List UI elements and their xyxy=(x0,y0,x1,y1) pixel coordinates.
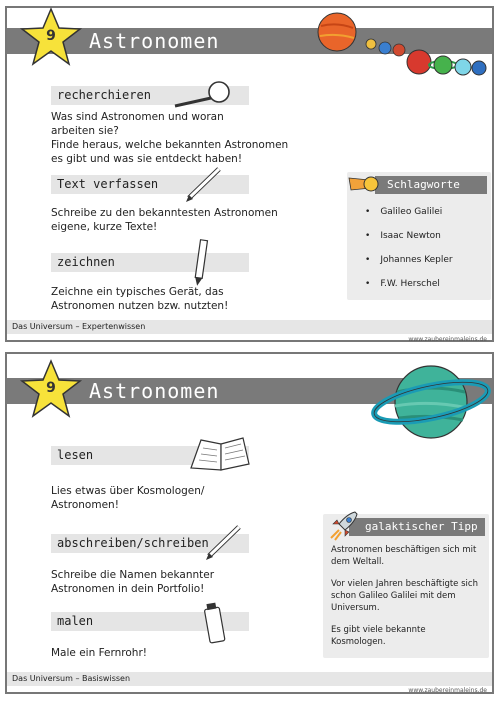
paint-tube-icon xyxy=(203,602,227,646)
tip-paragraph: Es gibt viele bekannte Kosmologen. xyxy=(331,625,426,647)
keywords-list xyxy=(365,200,453,296)
task-card-expert xyxy=(5,6,494,342)
task-text-lesen: Lies etwas über Kosmologen/ Astronomen! xyxy=(51,485,205,511)
task-label-abschreiben-schreiben: abschreiben/schreiben xyxy=(51,534,249,553)
card-title: Astronomen xyxy=(89,29,220,53)
star-badge xyxy=(19,6,83,68)
task-text-abschreiben-schreiben: Schreibe die Namen bekannter Astronomen in dein Portfolio! xyxy=(51,569,215,595)
card-title: Astronomen xyxy=(89,379,220,403)
task-card-basic xyxy=(5,352,494,694)
task-text-recherchieren: Was sind Astronomen und woran arbeiten sie? Finde heraus, welche bekannten Astronomen es gibt und was sie entdeckt haben! xyxy=(51,111,289,165)
book-icon xyxy=(187,434,253,472)
keyword-item: • Isaac Newton xyxy=(365,224,453,248)
keywords-title: Schlagworte xyxy=(375,176,487,194)
star-badge xyxy=(19,358,83,420)
comet-icon xyxy=(345,170,381,198)
tip-paragraph: Astronomen beschäftigen sich mit dem Weltall. xyxy=(331,545,477,567)
task-label-lesen: lesen xyxy=(51,446,249,465)
tip-paragraph: Vor vielen Jahren beschäftigte sich schon Galileo Galilei mit dem Universum. xyxy=(331,579,478,613)
card-footer: Das Universum – Expertenwissen xyxy=(7,320,492,334)
keyword-item: • F.W. Herschel xyxy=(365,272,453,296)
keyword-item: • Galileo Galilei xyxy=(365,200,453,224)
task-text-text-verfassen: Schreibe zu den bekanntesten Astronomen eigene, kurze Texte! xyxy=(51,207,278,233)
task-label-malen: malen xyxy=(51,612,249,631)
task-text-malen: Male ein Fernrohr! xyxy=(51,647,147,659)
magnifier-icon xyxy=(171,80,233,110)
task-label-recherchieren: recherchieren xyxy=(51,86,249,105)
task-label-zeichnen: zeichnen xyxy=(51,253,249,272)
keywords-box xyxy=(347,172,491,300)
task-text-zeichnen: Zeichne ein typisches Gerät, das Astronomen nutzen bzw. nutzten! xyxy=(51,286,229,312)
task-label-text-verfassen: Text verfassen xyxy=(51,175,249,194)
website-url: www.zaubereinmaleins.de xyxy=(408,687,487,694)
tip-box xyxy=(323,514,489,658)
rocket-icon xyxy=(327,508,361,542)
keyword-item: • Johannes Kepler xyxy=(365,248,453,272)
pencil-icon xyxy=(191,238,211,288)
website-url: www.zaubereinmaleins.de xyxy=(408,336,487,343)
card-number: 9 xyxy=(46,28,56,44)
planets-illustration xyxy=(315,10,491,80)
tip-title: galaktischer Tipp xyxy=(349,518,485,536)
pencil-icon xyxy=(183,166,223,204)
card-number: 9 xyxy=(46,380,56,396)
pencil-icon xyxy=(203,524,243,562)
card-footer: Das Universum – Basiswissen xyxy=(7,672,492,686)
ringed-planet-illustration xyxy=(371,356,493,448)
